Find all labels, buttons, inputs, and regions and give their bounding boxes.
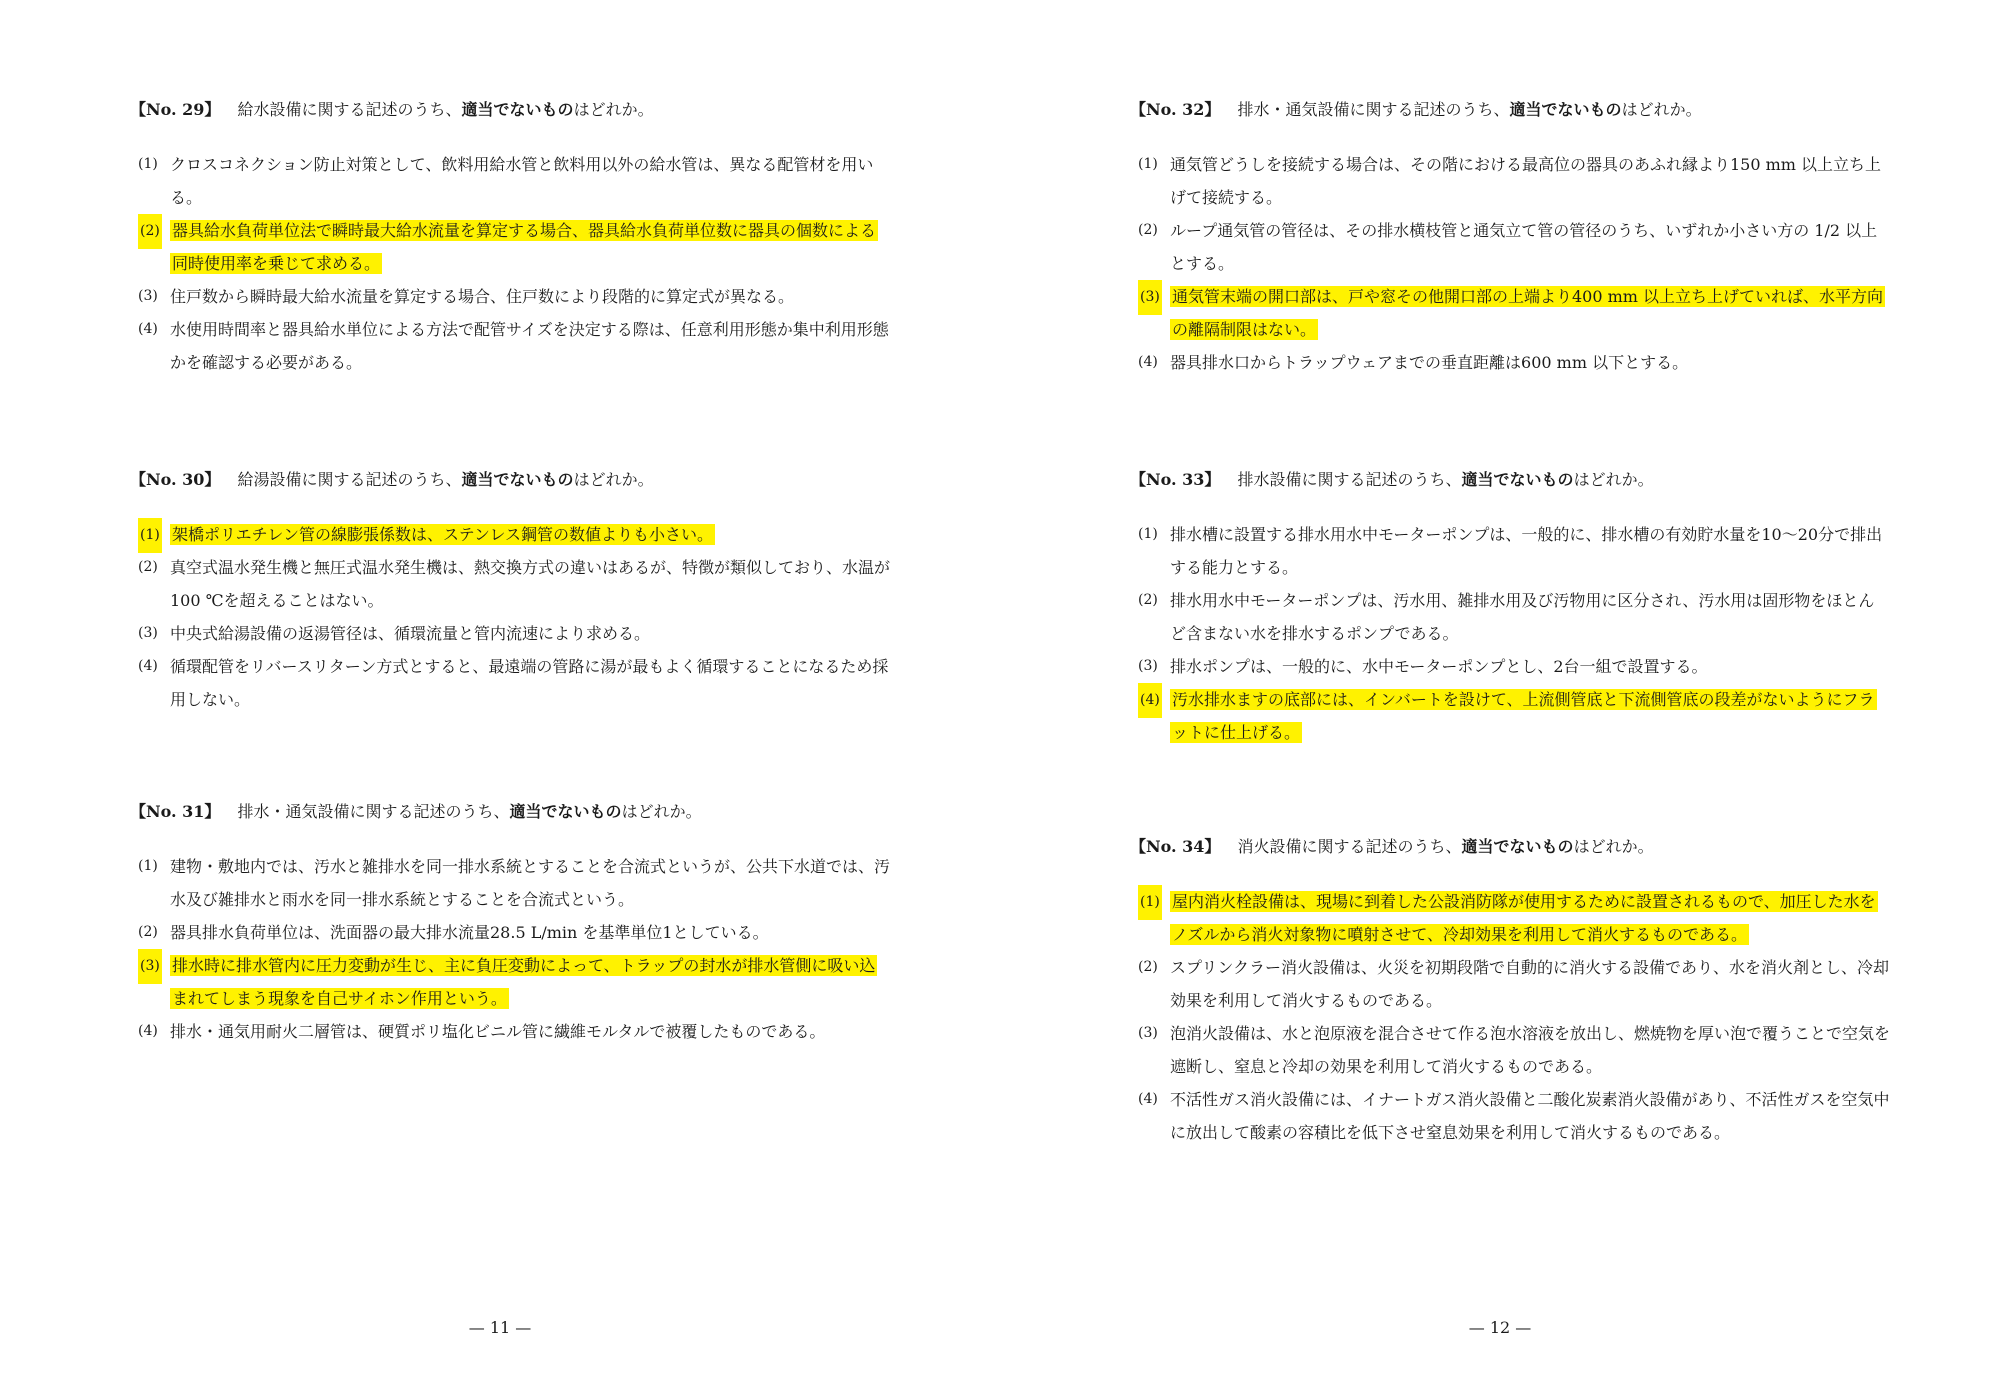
option-2	[1130, 584, 1890, 650]
option-text: 循環配管をリバースリターン方式とすると、最遠端の管路に湯が最もよく循環することになるため採用しない。	[170, 657, 889, 709]
option-number: (2)	[138, 559, 158, 575]
option-text: 排水ポンプは、一般的に、水中モーターポンプとし、2台一組で設置する。	[1170, 657, 1708, 676]
question-number: 【No. 29】	[130, 100, 221, 119]
option-number: (4)	[138, 658, 158, 674]
option-text: 排水時に排水管内に圧力変動が生じ、主に負圧変動によって、トラップの封水が排水管側に吸い込まれてしまう現象を自己サイホン作用という。	[172, 956, 876, 1008]
option-4-highlighted	[1130, 683, 1890, 749]
option-text: 器具排水負荷単位は、洗面器の最大排水流量28.5 L/min を基準単位1としている。	[170, 923, 769, 942]
question-emphasis: 適当でないもの	[461, 100, 574, 119]
option-text: 屋内消火栓設備は、現場に到着した公設消防隊が使用するために設置されるもので、加圧した水をノズルから消火対象物に噴射させて、冷却効果を利用して消火するものである。	[1172, 892, 1876, 944]
question-emphasis: 適当でないもの	[1509, 100, 1622, 119]
option-number: (1)	[1138, 156, 1158, 172]
option-4	[1130, 346, 1890, 379]
question-number: 【No. 31】	[130, 802, 221, 821]
option-text: 不活性ガス消火設備には、イナートガス消火設備と二酸化炭素消火設備があり、不活性ガスを空気中に放出して酸素の容積比を低下させ窒息効果を利用して消火するものである。	[1170, 1090, 1890, 1142]
option-1	[1130, 148, 1890, 214]
question-number: 【No. 30】	[130, 470, 221, 489]
option-text: 器具給水負荷単位法で瞬時最大給水流量を算定する場合、器具給水負荷単位数に器具の個数による同時使用率を乗じて求める。	[172, 221, 877, 273]
option-1-highlighted	[1130, 885, 1890, 951]
option-1	[1130, 518, 1890, 584]
page-number: — 11 —	[468, 1318, 532, 1337]
option-number: (3)	[138, 288, 158, 304]
question-34	[1130, 835, 1890, 1149]
question-number: 【No. 33】	[1130, 470, 1221, 489]
question-number: 【No. 32】	[1130, 100, 1221, 119]
option-text: 泡消火設備は、水と泡原液を混合させて作る泡水溶液を放出し、燃焼物を厚い泡で覆うことで空気を遮断し、窒息と冷却の効果を利用して消火するものである。	[1170, 1024, 1891, 1076]
option-4	[1130, 1083, 1890, 1149]
option-text: 真空式温水発生機と無圧式温水発生機は、熱交換方式の違いはあるが、特徴が類似しており、水温が100 ℃を超えることはない。	[170, 558, 891, 610]
option-text: 排水・通気用耐火二層管は、硬質ポリ塩化ビニル管に繊維モルタルで被覆したものである。	[170, 1022, 826, 1041]
question-header: 【No. 30】 給湯設備に関する記述のうち、適当でないものはどれか。	[130, 470, 654, 489]
question-header: 【No. 33】 排水設備に関する記述のうち、適当でないものはどれか。	[1130, 470, 1654, 489]
option-2	[1130, 951, 1890, 1017]
option-text: 通気管どうしを接続する場合は、その階における最高位の器具のあふれ縁より150 mm 以上立ち上げて接続する。	[1170, 155, 1882, 207]
option-text: 建物・敷地内では、汚水と雑排水を同一排水系統とすることを合流式というが、公共下水道では、汚水及び雑排水と雨水を同一排水系統とすることを合流式という。	[170, 857, 891, 909]
option-number: (1)	[138, 858, 158, 874]
question-header: 【No. 32】 排水・通気設備に関する記述のうち、適当でないものはどれか。	[1130, 100, 1702, 119]
question-emphasis: 適当でないもの	[1461, 837, 1574, 856]
option-text: 通気管末端の開口部は、戸や窓その他開口部の上端より400 mm 以上立ち上げていれば、水平方向の離隔制限はない。	[1172, 287, 1884, 339]
option-text: ループ通気管の管径は、その排水横枝管と通気立て管の管径のうち、いずれか小さい方の 1/2 以上とする。	[1170, 221, 1878, 273]
option-2	[1130, 214, 1890, 280]
option-text: 排水槽に設置する排水用水中モーターポンプは、一般的に、排水槽の有効貯水量を10～20分で排出する能力とする。	[1170, 525, 1883, 577]
option-text: 架橋ポリエチレン管の線膨張係数は、ステンレス鋼管の数値よりも小さい。	[172, 525, 713, 544]
option-number: (1)	[1138, 885, 1162, 920]
question-header: 【No. 31】 排水・通気設備に関する記述のうち、適当でないものはどれか。	[130, 802, 702, 821]
option-text: クロスコネクション防止対策として、飲料用給水管と飲料用以外の給水管は、異なる配管材を用いる。	[170, 155, 874, 207]
question-emphasis: 適当でないもの	[509, 802, 622, 821]
option-text: 汚水排水ますの底部には、インバートを設けて、上流側管底と下流側管底の段差がないようにフラットに仕上げる。	[1172, 690, 1875, 742]
option-number: (1)	[1138, 526, 1158, 542]
option-text: 器具排水口からトラップウェアまでの垂直距離は600 mm 以下とする。	[1170, 353, 1689, 372]
option-number: (4)	[1138, 354, 1158, 370]
option-text: 中央式給湯設備の返湯管径は、循環流量と管内流速により求める。	[170, 624, 651, 643]
option-number: (4)	[1138, 1091, 1158, 1107]
option-number: (3)	[1138, 658, 1158, 674]
question-number: 【No. 34】	[1130, 837, 1221, 856]
page-number: — 12 —	[1468, 1318, 1532, 1337]
option-text: 住戸数から瞬時最大給水流量を算定する場合、住戸数により段階的に算定式が異なる。	[170, 287, 795, 306]
option-number: (4)	[138, 321, 158, 337]
option-number: (2)	[1138, 592, 1158, 608]
question-emphasis: 適当でないもの	[461, 470, 574, 489]
option-number: (2)	[1138, 959, 1158, 975]
question-33	[1130, 468, 1890, 749]
option-number: (1)	[138, 518, 162, 553]
option-3-highlighted	[1130, 280, 1890, 346]
option-text: スプリンクラー消火設備は、火災を初期段階で自動的に消火する設備であり、水を消火剤とし、冷却効果を利用して消火するものである。	[1170, 958, 1890, 1010]
option-number: (3)	[138, 949, 162, 984]
question-32	[1130, 98, 1890, 379]
option-3	[1130, 650, 1890, 683]
option-number: (2)	[138, 214, 162, 249]
option-text: 排水用水中モーターポンプは、汚水用、雑排水用及び汚物用に区分され、汚水用は固形物をほとんど含まない水を排水するポンプである。	[1170, 591, 1875, 643]
option-3	[1130, 1017, 1890, 1083]
option-number: (3)	[1138, 280, 1162, 315]
option-number: (3)	[1138, 1025, 1158, 1041]
option-text: 水使用時間率と器具給水単位による方法で配管サイズを決定する際は、任意利用形態か集中利用形態かを確認する必要がある。	[170, 320, 889, 372]
option-number: (4)	[1138, 683, 1162, 718]
question-header: 【No. 29】 給水設備に関する記述のうち、適当でないものはどれか。	[130, 100, 654, 119]
option-number: (1)	[138, 156, 158, 172]
option-number: (3)	[138, 625, 158, 641]
question-emphasis: 適当でないもの	[1461, 470, 1574, 489]
option-number: (2)	[138, 924, 158, 940]
option-number: (2)	[1138, 222, 1158, 238]
question-header: 【No. 34】 消火設備に関する記述のうち、適当でないものはどれか。	[1130, 837, 1654, 856]
option-number: (4)	[138, 1023, 158, 1039]
